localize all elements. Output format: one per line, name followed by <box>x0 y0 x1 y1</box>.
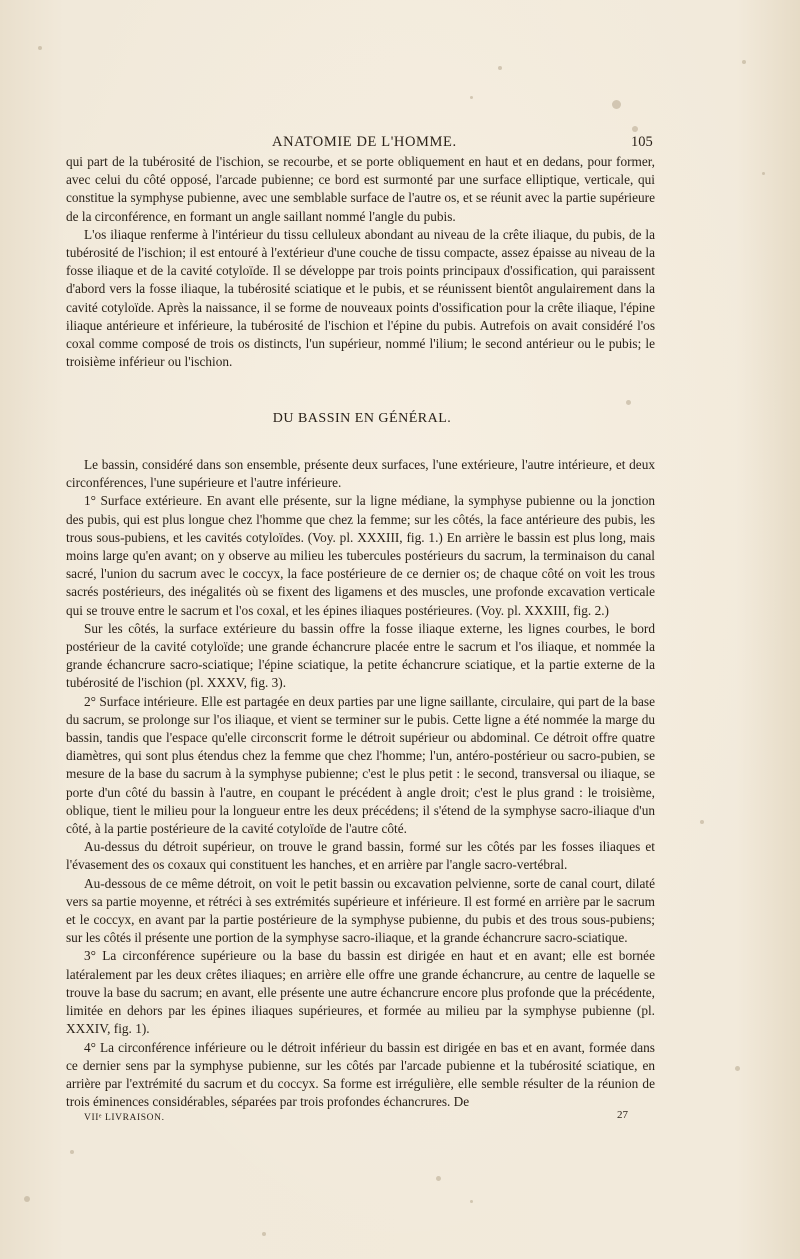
foxing-spot <box>470 96 473 99</box>
page-number: 105 <box>631 134 653 150</box>
paragraph: 3° La circonférence supérieure ou la base du bassin est dirigée en haut et en avant; elle est bornée latéralement par les deux crêtes iliaques; en arrière elle offre une grande échancrure, au centre de laquelle se trouve la base du sacrum; en avant, elle présente une autre échancrure encore plus profonde que la précédente, limitée en dehors par les épines iliaques supérieures, et formée au milieu par la symphyse pubienne (pl. XXXIV, fig. 1). <box>66 948 655 1037</box>
text-block-os-iliaque <box>66 153 655 371</box>
running-head <box>0 134 800 154</box>
paragraph: 1° Surface extérieure. En avant elle présente, sur la ligne médiane, la symphyse pubienne ou la jonction des pubis, qui est plus longue chez l'homme que chez la femme; sur les côtés, la face antérieure des pubis, les trous sous-pubiens, et les cavités cotyloïdes. (Voy. pl. XXXIII, fig. 1.) En arrière le bassin est plus long, mais moins large qu'en avant; on y observe au milieu les tubercules postérieurs du sacrum, la terminaison du canal sacré, l'union du sacrum avec le coccyx, la face postérieure de ce dernier os; de chaque côté on voit les trous sacrés postérieurs, des inégalités où se fixent des ligamens et des muscles, une profonde excavation verticale qui se trouve entre le sacrum et l'os coxal, et les épines iliaques postérieures. (Voy. pl. XXXIII, fig. 2.) <box>66 493 655 618</box>
foxing-spot <box>626 400 631 405</box>
paragraph: 4° La circonférence inférieure ou le détroit inférieur du bassin est dirigée en bas et en avant, formée dans ce dernier sens par la symphyse pubienne, sur les côtés par l'arcade pubienne et la tubérosité sciatique, en arrière par l'extrémité du sacrum et du coccyx. Sa forme est irrégulière, elle semble résulter de la réunion de trois éminences considérables, séparées par trois profondes échancrures. De <box>66 1039 655 1110</box>
foxing-spot <box>632 126 638 132</box>
foxing-spot <box>700 820 704 824</box>
text-block-bassin <box>66 456 655 1111</box>
signature-mark: 27 <box>617 1109 628 1121</box>
paragraph: Sur les côtés, la surface extérieure du bassin offre la fosse iliaque externe, les lignes courbes, le bord postérieur de la cavité cotyloïde; une grande échancrure placée entre le sacrum et l'os iliaque, et nommée la grande échancrure sacro-sciatique; l'épine sciatique, la petite échancrure sciatique, et la partie externe de la tubérosité de l'ischion (pl. XXXV, fig. 3). <box>66 620 655 691</box>
paragraph: qui part de la tubérosité de l'ischion, se recourbe, et se porte obliquement en haut et en dedans, pour former, avec celui du côté opposé, l'arcade pubienne; ce bord est surmonté par une surface elliptique, verticale, qui constitue la symphyse pubienne, avec une semblable surface de l'autre os, et se réunit avec la partie supérieure de la circonférence, en formant un angle saillant nommé l'angle du pubis. <box>66 154 655 224</box>
foxing-spot <box>470 1200 473 1203</box>
foxing-spot <box>262 1232 266 1236</box>
section-heading-text: DU BASSIN EN GÉNÉRAL. <box>272 411 452 426</box>
foxing-spot <box>612 100 621 109</box>
foxing-spot <box>498 66 502 70</box>
paragraph: L'os iliaque renferme à l'intérieur du tissu celluleux abondant au niveau de la crête iliaque, du pubis, de la tubérosité de l'ischion; il est entouré à l'extérieur d'une couche de tissu compacte, assez épaisse au niveau de la fosse iliaque et de la cavité cotyloïde. Il se développe par trois points principaux d'ossification, qui paraissent d'abord vers la fosse iliaque, la tubérosité sciatique et le pubis, et se réunissent bientôt angulairement dans la cavité cotyloïde. Après la naissance, il se forme de nouveaux points d'ossification pour la crête iliaque, l'épine iliaque antérieure et inférieure, la tubérosité de l'ischion et l'épine du pubis. Autrefois on avait considéré l'os coxal comme composé de trois os distincts, l'un supérieur, nommé l'ilium; le second antérieur ou le pubis; le troisième inférieur ou l'ischion. <box>66 226 655 370</box>
page-footer <box>0 1109 800 1129</box>
section-heading <box>0 411 800 427</box>
paragraph: Au-dessus du détroit supérieur, on trouve le grand bassin, formé sur les côtés par les fosses iliaques et l'évasement des os coxaux qui constituent les hanches, et en arrière par l'angle sacro-vertébral. <box>66 839 655 873</box>
foxing-spot <box>436 1176 441 1181</box>
foxing-spot <box>38 46 42 50</box>
foxing-spot <box>762 172 765 175</box>
foxing-spot <box>735 1066 740 1071</box>
paragraph: Le bassin, considéré dans son ensemble, présente deux surfaces, l'une extérieure, l'autre intérieure, et deux circonférences, l'une supérieure et l'autre inférieure. <box>66 457 655 491</box>
livraison-label: VIIᵉ LIVRAISON. <box>84 1113 165 1123</box>
paragraph: Au-dessous de ce même détroit, on voit le petit bassin ou excavation pelvienne, sorte de canal court, dilaté vers sa partie moyenne, et rétréci à ses extrémités supérieure et inférieure. Il est formé en arrière par le sacrum et le coccyx, en avant par la partie postérieure de la symphyse pubienne, du pubis et des trous sous-pubiens; sur les côtés il présente une portion de la symphyse sacro-iliaque, et la grande échancrure sacro-sciatique. <box>66 875 655 946</box>
paragraph: 2° Surface intérieure. Elle est partagée en deux parties par une ligne saillante, circulaire, qui part de la base du sacrum, se prolonge sur l'os iliaque, et vient se terminer sur le pubis. Cette ligne a été nommée la marge du bassin, tandis que l'espace qu'elle circonscrit forme le détroit supérieur ou abdominal. Ce détroit offre quatre diamètres, qui sont plus étendus chez la femme que chez l'homme; l'un, antéro-postérieur ou sacro-pubien, se mesure de la base du sacrum à la symphyse pubienne; c'est le plus petit : le second, transversal ou iliaque, se porte d'un côté du bassin à l'autre, en coupant le précédent à angle droit; c'est le plus grand : le troisième, oblique, tient le milieu pour la longueur entre les deux précédens; il s'étend de la symphyse sacro-iliaque d'un côté, à la partie postérieure de la cavité cotyloïde de l'autre côté. <box>66 693 655 837</box>
foxing-spot <box>70 1150 74 1154</box>
foxing-spot <box>24 1196 30 1202</box>
running-title: ANATOMIE DE L'HOMME. <box>272 134 457 150</box>
foxing-spot <box>742 60 746 64</box>
